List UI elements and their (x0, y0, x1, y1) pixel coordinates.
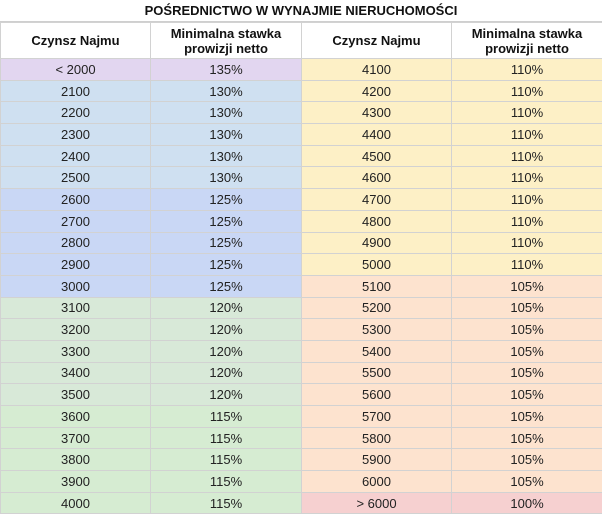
rate-right-cell[interactable]: 105% (452, 275, 602, 297)
rate-right-cell[interactable]: 105% (452, 427, 602, 449)
rate-left-cell[interactable]: 120% (151, 384, 302, 406)
rent-right-cell[interactable]: 5100 (302, 275, 452, 297)
rent-right-cell[interactable]: 5700 (302, 406, 452, 428)
rate-left-cell[interactable]: 115% (151, 427, 302, 449)
header-rate-left[interactable]: Minimalna stawka prowizji netto (151, 23, 302, 59)
rent-left-cell[interactable]: 2300 (1, 124, 151, 146)
table-row (1, 449, 602, 471)
rent-left-cell[interactable]: 4000 (1, 492, 151, 514)
rate-right-cell[interactable]: 105% (452, 297, 602, 319)
rent-right-cell[interactable]: 4300 (302, 102, 452, 124)
rate-right-cell[interactable]: 110% (452, 189, 602, 211)
table-row (1, 124, 602, 146)
rent-left-cell[interactable]: 3300 (1, 340, 151, 362)
rent-left-cell[interactable]: 2600 (1, 189, 151, 211)
rate-right-cell[interactable]: 110% (452, 102, 602, 124)
rate-right-cell[interactable]: 105% (452, 406, 602, 428)
rent-right-cell[interactable]: 4700 (302, 189, 452, 211)
rate-right-cell[interactable]: 105% (452, 449, 602, 471)
table-row (1, 340, 602, 362)
table-row (1, 232, 602, 254)
rent-right-cell[interactable]: 4900 (302, 232, 452, 254)
rate-left-cell[interactable]: 130% (151, 80, 302, 102)
table-row (1, 167, 602, 189)
rent-right-cell[interactable]: 4200 (302, 80, 452, 102)
rate-left-cell[interactable]: 115% (151, 406, 302, 428)
rate-right-cell[interactable]: 110% (452, 145, 602, 167)
rate-right-cell[interactable]: 110% (452, 124, 602, 146)
table-row (1, 492, 602, 514)
table-row (1, 427, 602, 449)
rent-right-cell[interactable]: > 6000 (302, 492, 452, 514)
rate-right-cell[interactable]: 105% (452, 384, 602, 406)
rate-left-cell[interactable]: 125% (151, 232, 302, 254)
table-row (1, 362, 602, 384)
rent-right-cell[interactable]: 5800 (302, 427, 452, 449)
rate-right-cell[interactable]: 110% (452, 232, 602, 254)
rate-right-cell[interactable]: 110% (452, 59, 602, 81)
rate-left-cell[interactable]: 130% (151, 145, 302, 167)
rate-left-cell[interactable]: 120% (151, 319, 302, 341)
rent-right-cell[interactable]: 4600 (302, 167, 452, 189)
rate-left-cell[interactable]: 130% (151, 102, 302, 124)
rent-left-cell[interactable]: < 2000 (1, 59, 151, 81)
rate-right-cell[interactable]: 105% (452, 319, 602, 341)
rent-left-cell[interactable]: 3400 (1, 362, 151, 384)
rent-right-cell[interactable]: 4500 (302, 145, 452, 167)
rent-left-cell[interactable]: 3500 (1, 384, 151, 406)
rent-left-cell[interactable]: 2700 (1, 210, 151, 232)
rate-left-cell[interactable]: 125% (151, 254, 302, 276)
rate-right-cell[interactable]: 110% (452, 167, 602, 189)
rate-left-cell[interactable]: 120% (151, 297, 302, 319)
rate-left-cell[interactable]: 120% (151, 362, 302, 384)
table-row (1, 254, 602, 276)
rent-right-cell[interactable]: 5400 (302, 340, 452, 362)
header-rent-left[interactable]: Czynsz Najmu (1, 23, 151, 59)
table-row (1, 80, 602, 102)
rent-left-cell[interactable]: 2100 (1, 80, 151, 102)
rate-left-cell[interactable]: 125% (151, 189, 302, 211)
rent-left-cell[interactable]: 2800 (1, 232, 151, 254)
rate-left-cell[interactable]: 130% (151, 124, 302, 146)
rent-left-cell[interactable]: 2900 (1, 254, 151, 276)
table-row (1, 471, 602, 493)
table-body (1, 59, 602, 514)
rent-left-cell[interactable]: 2400 (1, 145, 151, 167)
table-row (1, 406, 602, 428)
rent-right-cell[interactable]: 4100 (302, 59, 452, 81)
rent-right-cell[interactable]: 5300 (302, 319, 452, 341)
rate-left-cell[interactable]: 115% (151, 492, 302, 514)
rate-left-cell[interactable]: 125% (151, 210, 302, 232)
rent-right-cell[interactable]: 4400 (302, 124, 452, 146)
rent-right-cell[interactable]: 5900 (302, 449, 452, 471)
header-rent-right[interactable]: Czynsz Najmu (302, 23, 452, 59)
header-rate-right[interactable]: Minimalna stawka prowizji netto (452, 23, 602, 59)
rent-left-cell[interactable]: 3200 (1, 319, 151, 341)
header-row (1, 23, 602, 59)
commission-rate-table (0, 22, 602, 514)
rent-left-cell[interactable]: 3100 (1, 297, 151, 319)
rent-left-cell[interactable]: 3000 (1, 275, 151, 297)
rate-left-cell[interactable]: 120% (151, 340, 302, 362)
rate-right-cell[interactable]: 110% (452, 254, 602, 276)
table-row (1, 145, 602, 167)
rent-left-cell[interactable]: 3800 (1, 449, 151, 471)
rate-right-cell[interactable]: 105% (452, 362, 602, 384)
rate-left-cell[interactable]: 115% (151, 449, 302, 471)
table-row (1, 319, 602, 341)
rate-right-cell[interactable]: 110% (452, 80, 602, 102)
rent-left-cell[interactable]: 3600 (1, 406, 151, 428)
rent-right-cell[interactable]: 5500 (302, 362, 452, 384)
rent-left-cell[interactable]: 3900 (1, 471, 151, 493)
table-row (1, 189, 602, 211)
rent-left-cell[interactable]: 2200 (1, 102, 151, 124)
rate-left-cell[interactable]: 125% (151, 275, 302, 297)
rent-right-cell[interactable]: 5200 (302, 297, 452, 319)
table-row (1, 210, 602, 232)
table-row (1, 384, 602, 406)
rate-right-cell[interactable]: 110% (452, 210, 602, 232)
rent-right-cell[interactable]: 5000 (302, 254, 452, 276)
rate-right-cell[interactable]: 105% (452, 471, 602, 493)
rent-left-cell[interactable]: 2500 (1, 167, 151, 189)
rent-right-cell[interactable]: 4800 (302, 210, 452, 232)
rent-right-cell[interactable]: 5600 (302, 384, 452, 406)
rate-left-cell[interactable]: 115% (151, 471, 302, 493)
table-row (1, 59, 602, 81)
rent-left-cell[interactable]: 3700 (1, 427, 151, 449)
rate-left-cell[interactable]: 135% (151, 59, 302, 81)
table-row (1, 297, 602, 319)
table-row (1, 102, 602, 124)
page-title: POŚREDNICTWO W WYNAJMIE NIERUCHOMOŚCI (0, 0, 602, 22)
rent-right-cell[interactable]: 6000 (302, 471, 452, 493)
rate-right-cell[interactable]: 100% (452, 492, 602, 514)
rate-left-cell[interactable]: 130% (151, 167, 302, 189)
table-row (1, 275, 602, 297)
rate-right-cell[interactable]: 105% (452, 340, 602, 362)
